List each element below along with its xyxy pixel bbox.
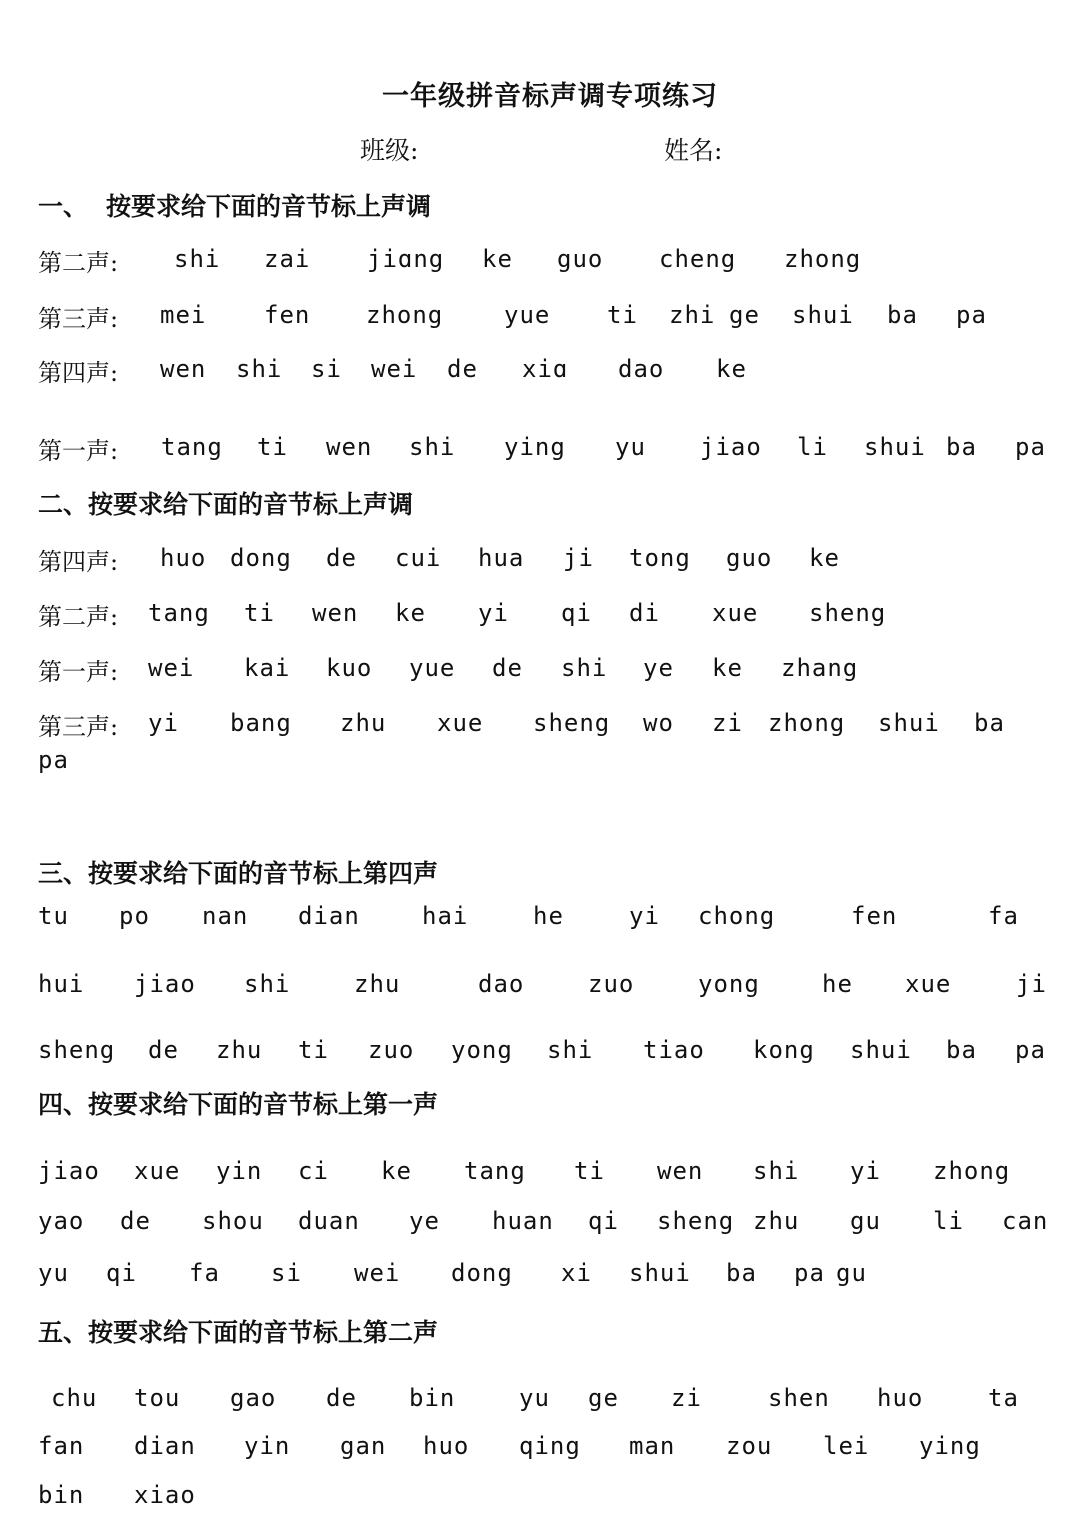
syllable: de	[120, 1207, 151, 1235]
syllable: ba	[887, 301, 918, 329]
syllable: tang	[464, 1157, 526, 1185]
syllable: lei	[823, 1432, 870, 1460]
syllable: ying	[504, 433, 566, 461]
syllable: chong	[698, 902, 776, 930]
syllable: zhu	[340, 709, 387, 737]
syllable: chu	[51, 1384, 98, 1412]
syllable: ke	[482, 245, 513, 273]
syllable: guo	[557, 245, 604, 273]
syllable: dian	[298, 902, 360, 930]
syllable: huo	[160, 544, 207, 572]
row-label: 第三声:	[38, 713, 119, 741]
syllable: zou	[726, 1432, 773, 1460]
syllable: shui	[878, 709, 940, 737]
section-1-heading	[38, 187, 431, 223]
syllable: kong	[753, 1036, 815, 1064]
syllable: wei	[371, 355, 418, 383]
syllable: kai	[244, 654, 291, 682]
syllable: ti	[298, 1036, 329, 1064]
syllable: yi	[148, 709, 179, 737]
syllable: ke	[395, 599, 426, 627]
syllable: ge	[588, 1384, 619, 1412]
syllable: ci	[298, 1157, 329, 1185]
syllable: ti	[244, 599, 275, 627]
syllable: po	[119, 902, 150, 930]
syllable: hua	[478, 544, 525, 572]
syllable: zhong	[933, 1157, 1011, 1185]
syllable: he	[533, 902, 564, 930]
syllable: wei	[354, 1259, 401, 1287]
syllable: pa	[956, 301, 987, 329]
syllable: xue	[905, 970, 952, 998]
worksheet-title: 一年级拼音标声调专项练习	[382, 81, 718, 112]
syllable: guo	[726, 544, 773, 572]
syllable: xue	[712, 599, 759, 627]
syllable: li	[933, 1207, 964, 1235]
syllable: yong	[698, 970, 760, 998]
syllable: ge	[729, 301, 760, 329]
syllable: yue	[409, 654, 456, 682]
syllable: shi	[244, 970, 291, 998]
syllable: he	[822, 970, 853, 998]
syllable: ba	[946, 433, 977, 461]
syllable: fen	[264, 301, 311, 329]
syllable: wen	[312, 599, 359, 627]
syllable: gu	[836, 1259, 867, 1287]
syllable: de	[148, 1036, 179, 1064]
syllable: zi	[712, 709, 743, 737]
section-1-number: 一、	[38, 192, 89, 221]
syllable: ke	[712, 654, 743, 682]
syllable: bin	[409, 1384, 456, 1412]
syllable: de	[447, 355, 478, 383]
syllable: kuo	[326, 654, 373, 682]
syllable: xiɑ	[522, 355, 569, 383]
syllable: yi	[478, 599, 509, 627]
syllable: yong	[451, 1036, 513, 1064]
syllable: wen	[657, 1157, 704, 1185]
syllable: qi	[106, 1259, 137, 1287]
syllable: zhu	[216, 1036, 263, 1064]
syllable: ying	[919, 1432, 981, 1460]
syllable: xiao	[134, 1481, 196, 1509]
syllable: qi	[561, 599, 592, 627]
syllable: xi	[561, 1259, 592, 1287]
syllable: jiao	[134, 970, 196, 998]
syllable: shui	[792, 301, 854, 329]
row-label: 第四声:	[38, 548, 119, 576]
syllable: yin	[244, 1432, 291, 1460]
row-label: 第二声:	[38, 249, 119, 277]
row-label: 第二声:	[38, 603, 119, 631]
syllable: de	[492, 654, 523, 682]
syllable: di	[629, 599, 660, 627]
syllable: shui	[629, 1259, 691, 1287]
syllable: tou	[134, 1384, 181, 1412]
syllable: shui	[864, 433, 926, 461]
syllable: ke	[716, 355, 747, 383]
row-label: 第一声:	[38, 437, 119, 465]
syllable: yao	[38, 1207, 85, 1235]
syllable: sheng	[38, 1036, 116, 1064]
syllable: sheng	[809, 599, 887, 627]
syllable: jiɑng	[367, 245, 445, 273]
syllable: ye	[409, 1207, 440, 1235]
section-4-heading: 四、按要求给下面的音节标上第一声	[38, 1090, 439, 1119]
syllable: shi	[561, 654, 608, 682]
syllable: shi	[547, 1036, 594, 1064]
syllable: xue	[437, 709, 484, 737]
syllable: ke	[809, 544, 840, 572]
syllable: yi	[629, 902, 660, 930]
class-field-label: 班级:	[360, 136, 419, 165]
syllable: shou	[202, 1207, 264, 1235]
section-5-heading: 五、按要求给下面的音节标上第二声	[38, 1318, 439, 1347]
syllable: pa	[38, 746, 69, 774]
syllable: ji	[1016, 970, 1047, 998]
section-3-heading: 三、按要求给下面的音节标上第四声	[38, 859, 439, 888]
syllable: si	[311, 355, 342, 383]
syllable: shen	[768, 1384, 830, 1412]
syllable: zhu	[354, 970, 401, 998]
syllable: sheng	[533, 709, 611, 737]
syllable: duan	[298, 1207, 360, 1235]
row-label: 第三声:	[38, 305, 119, 333]
syllable: bang	[230, 709, 292, 737]
syllable: sheng	[657, 1207, 735, 1235]
syllable: cui	[395, 544, 442, 572]
syllable: zhang	[781, 654, 859, 682]
syllable: si	[271, 1259, 302, 1287]
syllable: cheng	[659, 245, 737, 273]
syllable: nan	[202, 902, 249, 930]
syllable: zi	[671, 1384, 702, 1412]
syllable: dao	[618, 355, 665, 383]
syllable: mei	[160, 301, 207, 329]
syllable: zuo	[368, 1036, 415, 1064]
syllable: shi	[409, 433, 456, 461]
syllable: wen	[160, 355, 207, 383]
syllable: ye	[643, 654, 674, 682]
syllable: ba	[974, 709, 1005, 737]
section-1-heading-text: 按要求给下面的音节标上声调	[106, 192, 432, 221]
syllable: xue	[134, 1157, 181, 1185]
row-label: 第一声:	[38, 658, 119, 686]
syllable: shi	[236, 355, 283, 383]
syllable: ji	[563, 544, 594, 572]
syllable: shi	[753, 1157, 800, 1185]
name-field-label: 姓名:	[664, 136, 723, 165]
syllable: qing	[519, 1432, 581, 1460]
syllable: dao	[478, 970, 525, 998]
syllable: zhu	[753, 1207, 800, 1235]
syllable: zhong	[366, 301, 444, 329]
syllable: zhong	[768, 709, 846, 737]
syllable: jiao	[38, 1157, 100, 1185]
syllable: shui	[850, 1036, 912, 1064]
syllable: yue	[504, 301, 551, 329]
syllable: gan	[340, 1432, 387, 1460]
row-label: 第四声:	[38, 359, 119, 387]
syllable: tu	[38, 902, 69, 930]
syllable: huo	[423, 1432, 470, 1460]
syllable: zuo	[588, 970, 635, 998]
syllable: ba	[726, 1259, 757, 1287]
syllable: man	[629, 1432, 676, 1460]
syllable: ti	[257, 433, 288, 461]
syllable: pa	[1015, 433, 1046, 461]
section-2-heading: 二、按要求给下面的音节标上声调	[38, 490, 414, 519]
syllable: yin	[216, 1157, 263, 1185]
syllable: wei	[148, 654, 195, 682]
syllable: zai	[264, 245, 311, 273]
syllable: dong	[451, 1259, 513, 1287]
syllable: qi	[588, 1207, 619, 1235]
syllable: tang	[161, 433, 223, 461]
syllable: huo	[877, 1384, 924, 1412]
syllable: tang	[148, 599, 210, 627]
syllable: shi	[174, 245, 221, 273]
syllable: dong	[230, 544, 292, 572]
syllable: tong	[629, 544, 691, 572]
syllable: yu	[615, 433, 646, 461]
syllable: li	[797, 433, 828, 461]
syllable: gao	[230, 1384, 277, 1412]
syllable: yi	[850, 1157, 881, 1185]
syllable: fa	[189, 1259, 220, 1287]
syllable: gu	[850, 1207, 881, 1235]
syllable: de	[326, 544, 357, 572]
syllable: fan	[38, 1432, 85, 1460]
syllable: huan	[492, 1207, 554, 1235]
syllable: fa	[988, 902, 1019, 930]
syllable: fen	[851, 902, 898, 930]
syllable: wen	[326, 433, 373, 461]
syllable: dian	[134, 1432, 196, 1460]
syllable: jiao	[700, 433, 762, 461]
syllable: ti	[574, 1157, 605, 1185]
syllable: pa	[794, 1259, 825, 1287]
syllable: hui	[38, 970, 85, 998]
syllable: pa	[1015, 1036, 1046, 1064]
syllable: ke	[381, 1157, 412, 1185]
syllable: ba	[946, 1036, 977, 1064]
syllable: ti	[607, 301, 638, 329]
syllable: hai	[422, 902, 469, 930]
syllable: zhi	[669, 301, 716, 329]
syllable: bin	[38, 1481, 85, 1509]
syllable: can	[1002, 1207, 1049, 1235]
syllable: ta	[988, 1384, 1019, 1412]
syllable: yu	[519, 1384, 550, 1412]
syllable: yu	[38, 1259, 69, 1287]
syllable: tiao	[643, 1036, 705, 1064]
syllable: de	[326, 1384, 357, 1412]
syllable: zhong	[784, 245, 862, 273]
syllable: wo	[643, 709, 674, 737]
